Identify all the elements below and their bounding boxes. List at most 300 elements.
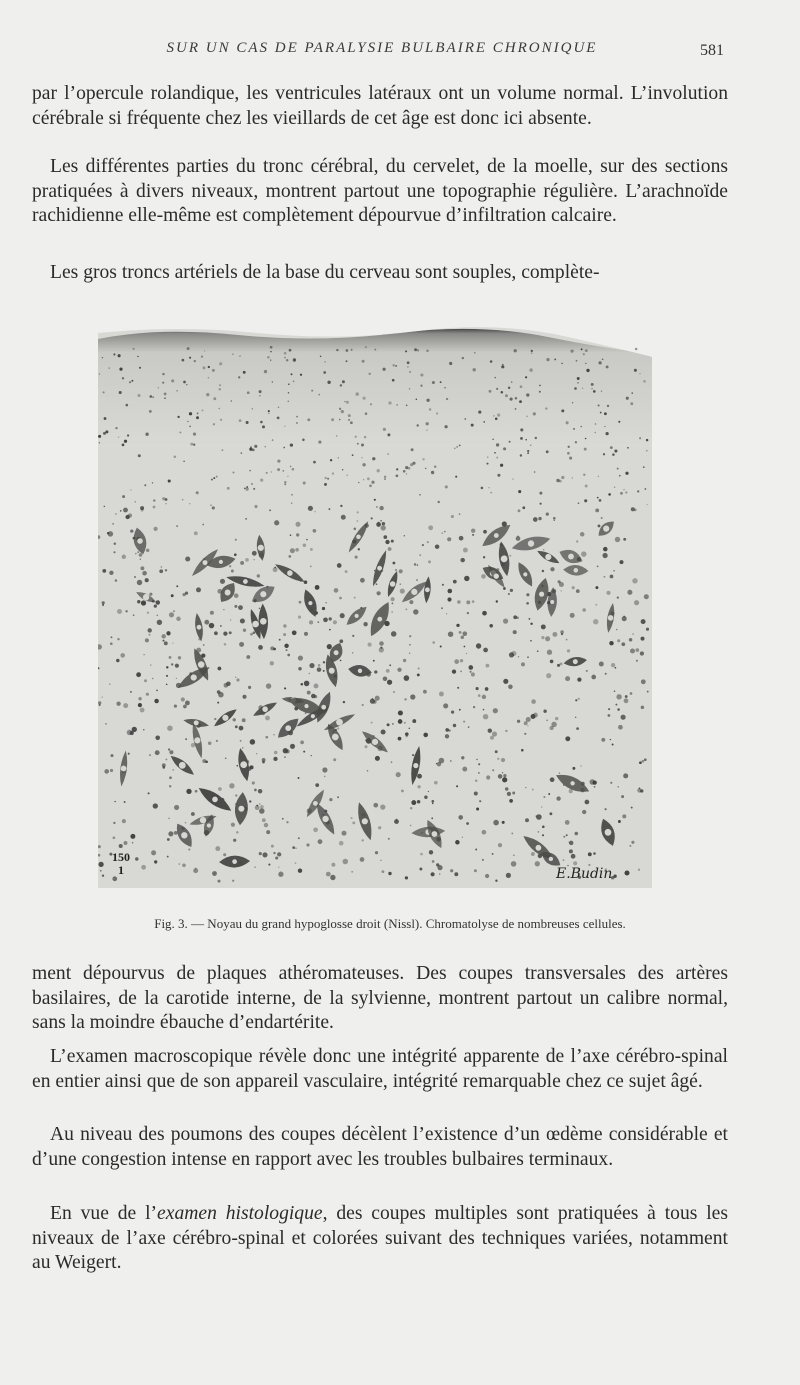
- stipple-dot: [519, 400, 522, 403]
- stipple-dot: [591, 675, 596, 680]
- stipple-dot: [634, 600, 639, 605]
- stipple-dot: [399, 569, 403, 573]
- stipple-dot: [647, 504, 648, 505]
- stipple-dot: [152, 396, 154, 398]
- stipple-dot: [426, 422, 429, 425]
- stipple-dot: [585, 485, 588, 488]
- stipple-dot: [292, 630, 297, 635]
- stipple-dot: [404, 535, 406, 537]
- stipple-dot: [617, 786, 619, 788]
- stipple-dot: [164, 641, 168, 645]
- stipple-dot: [181, 697, 185, 701]
- stipple-dot: [371, 481, 374, 484]
- stipple-dot: [214, 631, 218, 635]
- stipple-dot: [115, 579, 118, 582]
- stipple-dot: [123, 703, 128, 708]
- stipple-dot: [175, 664, 179, 668]
- stipple-dot: [165, 503, 166, 504]
- stipple-dot: [220, 419, 222, 421]
- stipple-dot: [213, 397, 216, 400]
- stipple-dot: [625, 491, 627, 493]
- stipple-dot: [412, 719, 416, 723]
- stipple-dot: [354, 597, 356, 599]
- stipple-dot: [108, 531, 113, 536]
- stipple-dot: [204, 620, 209, 625]
- stipple-dot: [606, 591, 610, 595]
- stipple-dot: [502, 777, 507, 782]
- stipple-dot: [290, 744, 295, 749]
- stipple-dot: [239, 419, 242, 422]
- stipple-dot: [520, 385, 523, 388]
- stipple-dot: [229, 631, 232, 634]
- stipple-dot: [392, 723, 394, 725]
- stipple-dot: [171, 594, 174, 597]
- stipple-dot: [646, 628, 649, 631]
- stipple-dot: [174, 705, 177, 708]
- stipple-dot: [379, 641, 384, 646]
- stipple-dot: [150, 664, 151, 665]
- stipple-dot: [638, 869, 640, 871]
- stipple-dot: [540, 503, 542, 505]
- stipple-dot: [348, 419, 350, 421]
- stipple-dot: [496, 600, 498, 602]
- stipple-dot: [236, 678, 239, 681]
- stipple-dot: [439, 692, 444, 697]
- stipple-dot: [350, 421, 353, 424]
- stipple-dot: [172, 642, 173, 643]
- stipple-dot: [253, 488, 255, 490]
- stipple-dot: [531, 699, 536, 704]
- stipple-dot: [541, 636, 544, 639]
- stipple-dot: [549, 812, 552, 815]
- stipple-dot: [159, 569, 163, 573]
- stipple-dot: [119, 844, 123, 848]
- stipple-dot: [201, 355, 203, 357]
- stipple-dot: [140, 566, 144, 570]
- stipple-dot: [327, 381, 330, 384]
- stipple-dot: [284, 481, 286, 483]
- stipple-dot: [460, 659, 463, 662]
- stipple-dot: [284, 352, 287, 355]
- stipple-dot: [566, 421, 569, 424]
- stipple-dot: [196, 587, 201, 592]
- stipple-dot: [576, 540, 578, 542]
- stipple-dot: [240, 452, 242, 454]
- stipple-dot: [379, 647, 384, 652]
- stipple-dot: [210, 504, 211, 505]
- stipple-dot: [525, 818, 529, 822]
- stipple-dot: [352, 454, 354, 456]
- stipple-dot: [99, 442, 100, 443]
- stipple-dot: [620, 492, 623, 495]
- stipple-dot: [407, 361, 410, 364]
- stipple-dot: [422, 544, 424, 546]
- stipple-dot: [109, 367, 110, 368]
- stipple-dot: [278, 407, 279, 408]
- stipple-dot: [104, 506, 106, 508]
- stipple-dot: [423, 690, 427, 694]
- stipple-dot: [520, 454, 522, 456]
- stipple-dot: [444, 387, 446, 389]
- stipple-dot: [490, 492, 492, 494]
- stipple-dot: [348, 414, 351, 417]
- stipple-dot: [266, 830, 270, 834]
- stipple-dot: [317, 621, 319, 623]
- stipple-dot: [132, 348, 134, 350]
- stipple-dot: [595, 423, 597, 425]
- stipple-dot: [161, 566, 163, 568]
- stipple-dot: [380, 520, 381, 521]
- stipple-dot: [464, 646, 466, 648]
- stipple-dot: [573, 861, 577, 865]
- stipple-dot: [375, 851, 378, 854]
- stipple-dot: [403, 470, 406, 473]
- stipple-dot: [398, 719, 403, 724]
- stipple-dot: [511, 651, 516, 656]
- stipple-dot: [168, 817, 170, 819]
- stipple-dot: [500, 464, 503, 467]
- stipple-dot: [432, 860, 435, 863]
- stipple-dot: [591, 388, 593, 390]
- stipple-dot: [392, 562, 395, 565]
- stipple-dot: [417, 774, 422, 779]
- stipple-dot: [362, 704, 364, 706]
- stipple-dot: [342, 380, 345, 383]
- stipple-dot: [326, 872, 331, 877]
- stipple-dot: [230, 619, 231, 620]
- stipple-dot: [232, 880, 234, 882]
- stipple-dot: [454, 448, 456, 450]
- stipple-dot: [358, 482, 359, 483]
- stipple-dot: [446, 398, 448, 400]
- stipple-dot: [459, 709, 461, 711]
- stipple-dot: [174, 455, 177, 458]
- stipple-dot: [185, 738, 187, 740]
- stipple-dot: [277, 459, 280, 462]
- stipple-dot: [488, 728, 492, 732]
- stipple-dot: [213, 423, 215, 425]
- stipple-dot: [581, 348, 583, 350]
- stipple-dot: [447, 589, 452, 594]
- stipple-dot: [508, 387, 510, 389]
- stipple-dot: [185, 700, 190, 705]
- stipple-dot: [387, 680, 392, 685]
- stipple-dot: [476, 687, 479, 690]
- stipple-dot: [361, 457, 362, 458]
- stipple-dot: [327, 644, 332, 649]
- stipple-dot: [437, 865, 442, 870]
- stipple-dot: [298, 837, 300, 839]
- stipple-dot: [640, 651, 644, 655]
- stipple-dot: [568, 446, 570, 448]
- stipple-dot: [631, 841, 634, 844]
- stipple-dot: [542, 570, 545, 573]
- stipple-dot: [603, 576, 605, 578]
- stipple-dot: [232, 353, 233, 354]
- stipple-dot: [216, 476, 218, 478]
- stipple-dot: [584, 448, 587, 451]
- stipple-dot: [357, 520, 359, 522]
- stipple-dot: [640, 789, 643, 792]
- stipple-dot: [507, 792, 511, 796]
- stipple-dot: [332, 472, 334, 474]
- stipple-dot: [613, 570, 615, 572]
- stipple-dot: [283, 633, 286, 636]
- stipple-dot: [290, 548, 295, 553]
- stipple-dot: [216, 740, 218, 742]
- stipple-dot: [268, 864, 270, 866]
- stipple-dot: [521, 749, 524, 752]
- stipple-dot: [255, 805, 260, 810]
- stipple-dot: [488, 487, 489, 488]
- stipple-dot: [141, 865, 146, 870]
- stipple-dot: [112, 876, 117, 881]
- stipple-dot: [538, 517, 541, 520]
- stipple-dot: [547, 650, 552, 655]
- stipple-dot: [590, 779, 596, 785]
- stipple-dot: [492, 439, 493, 440]
- stipple-dot: [378, 826, 381, 829]
- stipple-dot: [99, 373, 100, 374]
- stipple-dot: [176, 617, 181, 622]
- stipple-dot: [334, 588, 339, 593]
- stipple-dot: [322, 607, 325, 610]
- stipple-dot: [439, 873, 441, 875]
- stipple-dot: [138, 454, 141, 457]
- stipple-dot: [598, 476, 599, 477]
- stipple-dot: [129, 381, 131, 383]
- stipple-dot: [166, 759, 168, 761]
- stipple-dot: [496, 457, 498, 459]
- stipple-dot: [543, 796, 545, 798]
- stipple-dot: [355, 556, 358, 559]
- stipple-dot: [409, 371, 411, 373]
- stipple-dot: [503, 587, 506, 590]
- stipple-dot: [178, 863, 180, 865]
- stipple-dot: [516, 617, 519, 620]
- stipple-dot: [414, 348, 417, 351]
- stipple-dot: [576, 360, 578, 362]
- stipple-dot: [330, 875, 335, 880]
- stipple-dot: [311, 390, 313, 392]
- stipple-dot: [409, 635, 411, 637]
- stipple-dot: [475, 849, 477, 851]
- stipple-dot: [595, 508, 599, 512]
- stipple-dot: [395, 365, 397, 367]
- stipple-dot: [496, 443, 499, 446]
- stipple-dot: [383, 677, 388, 682]
- stipple-dot: [259, 852, 262, 855]
- stipple-dot: [197, 412, 199, 414]
- stipple-dot: [624, 698, 629, 703]
- stipple-dot: [337, 727, 339, 729]
- stipple-dot: [617, 597, 619, 599]
- stipple-dot: [517, 536, 518, 537]
- stipple-dot: [339, 419, 341, 421]
- stipple-dot: [185, 556, 190, 561]
- stipple-dot: [392, 379, 395, 382]
- stipple-dot: [186, 789, 191, 794]
- stipple-dot: [273, 852, 275, 854]
- stipple-dot: [495, 750, 498, 753]
- stipple-dot: [329, 629, 331, 631]
- stipple-dot: [471, 672, 475, 676]
- stipple-dot: [479, 800, 481, 802]
- stipple-dot: [239, 726, 244, 731]
- stipple-dot: [502, 772, 503, 773]
- figure-histology-drawing: [98, 327, 652, 888]
- stipple-dot: [270, 346, 273, 349]
- stipple-dot: [505, 787, 509, 791]
- stipple-dot: [443, 703, 448, 708]
- stipple-dot: [149, 395, 152, 398]
- stipple-dot: [561, 363, 563, 365]
- stipple-dot: [386, 669, 390, 673]
- stipple-dot: [474, 869, 477, 872]
- stipple-dot: [398, 737, 402, 741]
- stipple-dot: [254, 445, 257, 448]
- stipple-dot: [262, 818, 266, 822]
- stipple-dot: [352, 652, 353, 653]
- stipple-dot: [206, 393, 209, 396]
- stipple-dot: [478, 763, 480, 765]
- stipple-dot: [157, 615, 159, 617]
- stipple-dot: [506, 873, 511, 878]
- stipple-dot: [162, 497, 165, 500]
- stipple-dot: [495, 417, 498, 420]
- stipple-dot: [351, 871, 352, 872]
- stipple-dot: [464, 576, 469, 581]
- stipple-dot: [256, 753, 257, 754]
- stipple-dot: [582, 810, 586, 814]
- stipple-dot: [252, 781, 255, 784]
- stipple-dot: [277, 417, 280, 420]
- stipple-dot: [621, 795, 624, 798]
- stipple-dot: [641, 706, 644, 709]
- stipple-dot: [310, 548, 313, 551]
- stipple-dot: [240, 561, 244, 565]
- stipple-dot: [462, 631, 467, 636]
- stipple-dot: [416, 399, 418, 401]
- stipple-dot: [374, 349, 376, 351]
- stipple-dot: [322, 767, 327, 772]
- stipple-dot: [118, 354, 121, 357]
- stipple-dot: [466, 600, 470, 604]
- stipple-dot: [143, 654, 144, 655]
- stipple-dot: [482, 830, 487, 835]
- stipple-dot: [569, 789, 573, 793]
- stipple-dot: [174, 831, 178, 835]
- stipple-dot: [400, 583, 401, 584]
- stipple-dot: [464, 418, 466, 420]
- stipple-dot: [568, 842, 569, 843]
- stipple-dot: [508, 685, 513, 690]
- stipple-dot: [102, 569, 106, 573]
- stipple-dot: [647, 691, 649, 693]
- stipple-dot: [505, 730, 507, 732]
- stipple-dot: [247, 391, 250, 394]
- stipple-dot: [482, 859, 484, 861]
- stipple-dot: [137, 356, 138, 357]
- stipple-dot: [220, 579, 225, 584]
- stipple-dot: [396, 468, 398, 470]
- stipple-dot: [392, 603, 394, 605]
- stipple-dot: [455, 476, 457, 478]
- stipple-dot: [454, 872, 458, 876]
- stipple-dot: [231, 570, 234, 573]
- stipple-dot: [518, 490, 521, 493]
- stipple-dot: [296, 533, 299, 536]
- stipple-dot: [252, 408, 254, 410]
- stipple-dot: [185, 591, 188, 594]
- stipple-dot: [314, 684, 319, 689]
- stipple-dot: [367, 477, 370, 480]
- stipple-dot: [509, 441, 511, 443]
- stipple-dot: [612, 743, 614, 745]
- stipple-dot: [147, 628, 151, 632]
- stipple-dot: [460, 671, 462, 673]
- stipple-dot: [639, 761, 642, 764]
- stipple-dot: [311, 755, 312, 756]
- paragraph-2: Les différentes parties du tronc cérébral, du cervelet, de la moelle, sur des sections pratiquées à divers niveaux, montrent partout une topographie régulière. L’arachnoïde rachidienne elle-même est complètement dépourvue d’infiltration calcaire.: [32, 156, 728, 227]
- stipple-dot: [607, 405, 609, 407]
- stipple-dot: [520, 437, 523, 440]
- stipple-dot: [617, 639, 620, 642]
- stipple-dot: [351, 349, 353, 351]
- stipple-dot: [154, 860, 157, 863]
- stipple-dot: [434, 466, 436, 468]
- stipple-dot: [284, 687, 286, 689]
- stipple-dot: [188, 848, 190, 850]
- stipple-dot: [382, 368, 385, 371]
- stipple-dot: [357, 443, 359, 445]
- stipple-dot: [498, 774, 503, 779]
- magnification-top: 150: [112, 850, 130, 864]
- stipple-dot: [148, 792, 150, 794]
- stipple-dot: [162, 373, 164, 375]
- stipple-dot: [576, 727, 579, 730]
- stipple-dot: [611, 663, 615, 667]
- stipple-dot: [483, 421, 485, 423]
- stipple-dot: [288, 392, 290, 394]
- stipple-dot: [457, 687, 459, 689]
- stipple-dot: [145, 638, 149, 642]
- stipple-dot: [163, 640, 165, 642]
- stipple-dot: [531, 852, 535, 856]
- stipple-dot: [373, 660, 375, 662]
- stipple-dot: [461, 636, 465, 640]
- stipple-dot: [272, 439, 274, 441]
- stipple-dot: [98, 862, 103, 867]
- stipple-dot: [252, 449, 255, 452]
- stipple-dot: [451, 515, 454, 518]
- stipple-dot: [444, 531, 446, 533]
- stipple-dot: [193, 444, 195, 446]
- stipple-dot: [130, 834, 135, 839]
- stipple-dot: [138, 703, 142, 707]
- stipple-dot: [154, 604, 157, 607]
- stipple-dot: [301, 683, 304, 686]
- stipple-dot: [582, 608, 585, 611]
- paragraph-1: par l’opercule rolandique, les ventricules latéraux ont un volume normal. L’involution cérébrale si fréquente chez les vieillards de cet âge est donc ici absente.: [32, 83, 728, 129]
- stipple-dot: [482, 611, 487, 616]
- stipple-dot: [554, 358, 556, 360]
- stipple-dot: [483, 556, 485, 558]
- stipple-dot: [532, 789, 534, 791]
- stipple-dot: [510, 398, 513, 401]
- stipple-dot: [253, 631, 256, 634]
- stipple-dot: [550, 660, 554, 664]
